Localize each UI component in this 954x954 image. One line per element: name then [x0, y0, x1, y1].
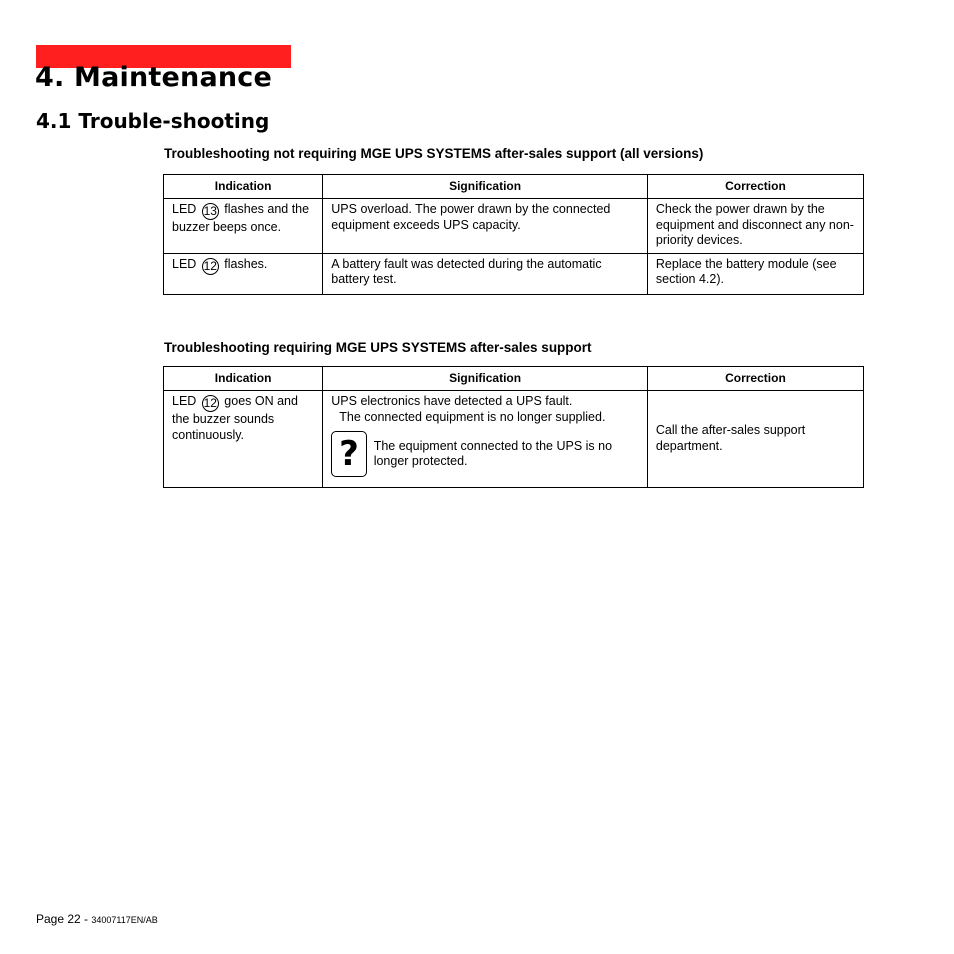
signification-line-1: UPS electronics have detected a UPS fault.	[331, 394, 573, 408]
header-correction: Correction	[647, 175, 863, 199]
signification-note: The equipment connected to the UPS is no longer protected.	[373, 438, 613, 468]
header-signification: Signification	[323, 367, 648, 391]
table1-title: Troubleshooting not requiring MGE UPS SYSTEMS after-sales support (all versions)	[164, 146, 704, 161]
table2-title: Troubleshooting requiring MGE UPS SYSTEMS after-sales support	[164, 340, 592, 355]
led-number-badge: 13	[203, 204, 217, 218]
table-row	[164, 391, 864, 488]
signification-line-2: The connected equipment is no longer supplied.	[339, 409, 606, 424]
question-mark-icon: ?	[331, 431, 366, 477]
signification-cell: UPS overload. The power drawn by the connected equipment exceeds UPS capacity.	[323, 199, 648, 254]
troubleshooting-table-2	[163, 366, 864, 488]
troubleshooting-table-1	[163, 174, 864, 295]
signification-cell: A battery fault was detected during the automatic battery test.	[323, 253, 648, 294]
document-id: 34007117EN/AB	[91, 915, 158, 925]
indication-cell: LED 13 flashes and the buzzer beeps once.	[164, 199, 323, 254]
correction-cell: Check the power drawn by the equipment and disconnect any non-priority devices.	[647, 199, 863, 254]
page-number: Page 22 -	[36, 912, 92, 926]
indication-cell: LED 12 flashes.	[164, 253, 323, 294]
signification-cell	[323, 391, 648, 488]
table-row	[164, 199, 864, 254]
header-indication: Indication	[164, 367, 323, 391]
header-correction: Correction	[647, 367, 863, 391]
header-signification: Signification	[323, 175, 648, 199]
table-header-row	[164, 175, 864, 199]
chapter-title: 4. Maintenance	[35, 62, 273, 93]
correction-cell: Call the after-sales support department.	[647, 391, 863, 488]
header-indication: Indication	[164, 175, 323, 199]
page-footer	[36, 912, 158, 926]
led-number-badge: 12	[203, 396, 217, 410]
indication-cell: LED 12 goes ON and the buzzer sounds continuously.	[164, 391, 323, 488]
correction-cell: Replace the battery module (see section 4.2).	[647, 253, 863, 294]
table-header-row	[164, 367, 864, 391]
table-row	[164, 253, 864, 294]
led-number-badge: 12	[203, 258, 217, 273]
section-title: 4.1 Trouble-shooting	[36, 109, 270, 133]
